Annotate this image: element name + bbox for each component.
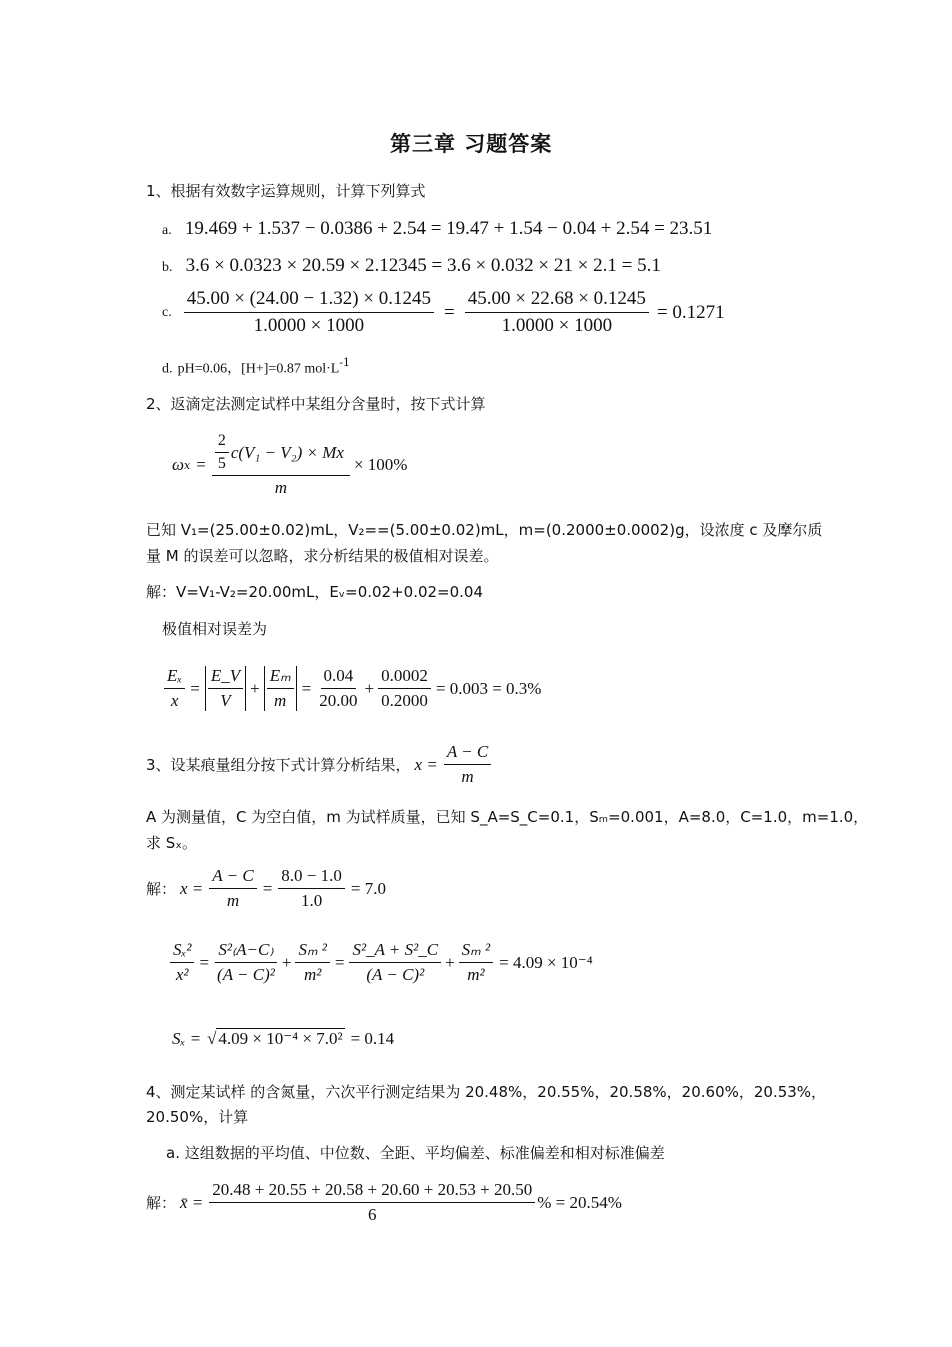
q3-sol2-result: = 4.09 × 10⁻⁴ [499, 952, 593, 972]
q3-sol2-p3-den: m² [303, 965, 322, 984]
q2-sf-c [267, 666, 294, 711]
q3-sol2-p5 [459, 940, 493, 985]
q2-coef-num: 2 [215, 432, 229, 453]
q2-stem: 2、返滴定法测定试样中某组分含量时，按下式计算 [146, 395, 486, 413]
q2-sf-a-num: Eₓ [164, 666, 185, 689]
q2-sf-d-num: 0.04 [321, 666, 357, 689]
q2-sf-b-abs [205, 666, 246, 711]
q1-c-result: = 0.1271 [656, 301, 725, 323]
q3-sol2-p4-den: (A − C)² [366, 965, 425, 984]
q3-sol1-lhs: x = [180, 878, 204, 898]
q4-sol-den: 6 [368, 1205, 377, 1224]
q3-sol1-a-num: A − C [209, 866, 256, 889]
q3-formula-num: A − C [444, 742, 491, 765]
q3-sol1-result: = 7.0 [350, 878, 386, 898]
q1-a-label: a. [162, 223, 172, 238]
q1-c-label: c. [162, 304, 172, 320]
q2-sf-b-den: V [220, 691, 231, 710]
q2-lhs: ω [172, 455, 185, 474]
q2-formula: ω x = $\frac{2}{5}$ c(V₁ − V₂) × Mx m × 100% [172, 432, 408, 497]
q3-sol2-p2-den: (A − C)² [217, 965, 275, 984]
q3-sol2-p4 [349, 940, 441, 985]
q3-sol2-p1-num: Sₓ² [170, 940, 194, 963]
q1-b-line [162, 255, 661, 277]
q2-sf-d-den: 20.00 [319, 691, 358, 710]
q1-c-frac2 [465, 288, 649, 337]
q3-given-line1: A 为测量值，C 为空白值，m 为试样质量，已知 S_A=S_C=0.1，Sₘ=0.001，A=8.0，C=1.0，m=1.0， [146, 808, 869, 826]
q2-tail: × 100% [353, 455, 408, 474]
q1-c-num1: 45.00 × (24.00 − 1.32) × 0.1245 [184, 288, 434, 313]
q1-b-label: b. [162, 260, 173, 275]
q2-sf-e-den: 0.2000 [381, 691, 428, 710]
q4-part-a: a. 这组数据的平均值、中位数、全距、平均偏差、标准偏差和相对标准偏差 [166, 1144, 665, 1162]
q3-sol2-p1 [170, 940, 194, 985]
q3-sol2-p3 [295, 940, 329, 985]
q3-sol1-a-den: m [226, 891, 240, 910]
q2-sf-c-den: m [274, 691, 287, 710]
q2-given-line1: 已知 V₁=(25.00±0.02)mL，V₂==(5.00±0.02)mL，m=(0.2000±0.0002)g，设浓度 c 及摩尔质 [146, 521, 823, 539]
q1-c-den1: 1.0000 × 1000 [253, 315, 365, 336]
q3-sol3: Sₓ = √ 4.09 × 10⁻⁴ × 7.0² = 0.14 [172, 1028, 395, 1048]
q2-sf-result: = 0.003 = 0.3% [435, 678, 542, 698]
q3-formula-lhs: x = [414, 754, 438, 774]
q1-stem: 1、根据有效数字运算规则，计算下列算式 [146, 182, 426, 200]
q3-sol2: $\frac{\text{Sₓ²}}{\text{x²}}$ = $\frac{\text{S²₍A−C₎}}{\text{(A − C)²}}$ + $\frac{\text{Sₘ ²}}{\text{m²}}$ = $\frac{\text{S²\_A + S²\_C}}{\text{(A − C)²}}$ + $\frac{\text{Sₘ ²}}{\text{m²}}$ = 4.09 × 10⁻⁴ [170, 940, 593, 985]
q2-given-line2: 量 M 的误差可以忽略，求分析结果的极值相对误差。 [146, 547, 499, 565]
q2-den: m [274, 478, 288, 497]
q3-given-line2: 求 Sₓ。 [146, 834, 197, 852]
q1-d-sup: -1 [339, 356, 351, 369]
q3-sol1-b [278, 866, 345, 911]
q1-c-line: c. $\frac{45.00 \times (24.00 - 1.32) \times 0.1245}{1.0000 \times 1000}$ = $\frac{45.00 \times 22.68 \times 0.1245}{1.0000 \times 1000}$ = 0.1271 [162, 288, 725, 336]
q4-stem-line2: 20.50%，计算 [146, 1108, 249, 1126]
q2-sf-c-num: Eₘ [267, 666, 294, 689]
q3-sol2-p2-num: S²₍A−C₎ [215, 940, 276, 963]
q4-sol-frac [209, 1180, 535, 1225]
q3-sol2-p5-den: m² [467, 965, 485, 984]
q3-sol2-p3-num: Sₘ ² [295, 940, 329, 963]
q2-sf-e-num: 0.0002 [378, 666, 431, 689]
q2-sf-d [316, 666, 360, 711]
q2-sf-a [164, 666, 185, 711]
q3-stem: 3、设某痕量组分按下式计算分析结果， [146, 756, 411, 774]
q3-sol2-p5-num: Sₘ ² [459, 940, 493, 963]
q3-formula-den: m [461, 767, 474, 786]
q2-sf-b [208, 666, 243, 711]
q2-sf-e [378, 666, 431, 711]
q4-sol-num: 20.48 + 20.55 + 20.58 + 20.60 + 20.53 + 20.50 [209, 1180, 535, 1203]
q2-sol-label: 极值相对误差为 [162, 620, 268, 638]
q1-d-label: d. [162, 361, 173, 377]
page-title: 第三章 习题答案 [390, 132, 553, 156]
q2-coef-den: 5 [217, 455, 226, 472]
q1-d-text: pH=0.06，[H+]=0.87 mol·L [177, 361, 340, 377]
q4-sol-lhs: x̄ = [180, 1192, 204, 1212]
q3-stem-line [146, 742, 491, 787]
q2-lhs-sub: x [184, 458, 191, 472]
q2-sol-line: 解：V=V₁-V₂=20.00mL，Eᵥ=0.02+0.02=0.04 [146, 583, 484, 601]
q3-sol3-result: = 0.14 [350, 1028, 395, 1048]
q2-sf-b-num: E_V [208, 666, 243, 689]
q4-sol-prefix: 解： [146, 1194, 177, 1212]
q2-main-frac [212, 432, 350, 498]
q2-num-rest: c(V₁ − V₂) × Mx [230, 442, 344, 462]
q4-stem-line1: 4、测定某试样 的含氮量，六次平行测定结果为 20.48%，20.55%，20.58%，20.60%，20.53%， [146, 1083, 827, 1101]
q1-d-line [162, 356, 350, 377]
q1-c-den2: 1.0000 × 1000 [501, 315, 613, 336]
q2-sol-formula: $\frac{\text{Eₓ}}{x}$ = $\frac{E\_V}{V}$ + $\frac{\text{Eₘ}}{m}$ = $\frac{0.04}{20.00}$ + $\frac{0.0002}{0.2000}$ = 0.003 = 0.3% [164, 666, 541, 711]
q1-a-line [162, 218, 712, 240]
q4-sol-result: % = 20.54% [537, 1192, 622, 1212]
q3-sol2-p1-den: x² [175, 965, 189, 984]
q3-sol1-a [209, 866, 256, 911]
q3-sol2-p4-num: S²_A + S²_C [349, 940, 441, 963]
q4-sol [146, 1180, 622, 1225]
q3-sol2-p2 [214, 940, 278, 985]
q3-sol1: 解： x = $\frac{A - C}{m}$ = $\frac{8.0 - 1.0}{1.0}$ = 7.0 [146, 866, 386, 910]
q2-coef [215, 432, 229, 473]
q2-sf-a-den: x [170, 691, 179, 710]
q3-sol1-b-num: 8.0 − 1.0 [278, 866, 345, 889]
q2-sf-c-abs [264, 666, 297, 711]
q3-formula-frac [444, 742, 491, 787]
q1-c-num2: 45.00 × 22.68 × 0.1245 [465, 288, 649, 313]
q1-b-expr: 3.6 × 0.0323 × 20.59 × 2.12345 = 3.6 × 0.032 × 21 × 2.1 = 5.1 [185, 255, 661, 276]
q3-sol1-b-den: 1.0 [300, 891, 323, 910]
q3-sol3-lhs: Sₓ = [172, 1028, 202, 1048]
q3-sol3-radicand: 4.09 × 10⁻⁴ × 7.0² [218, 1029, 343, 1048]
q1-c-frac1 [184, 288, 434, 337]
q2-main-num [212, 432, 350, 476]
q3-sol1-prefix: 解： [146, 880, 177, 898]
q1-a-expr: 19.469 + 1.537 − 0.0386 + 2.54 = 19.47 + 1.54 − 0.04 + 2.54 = 23.51 [184, 218, 713, 239]
